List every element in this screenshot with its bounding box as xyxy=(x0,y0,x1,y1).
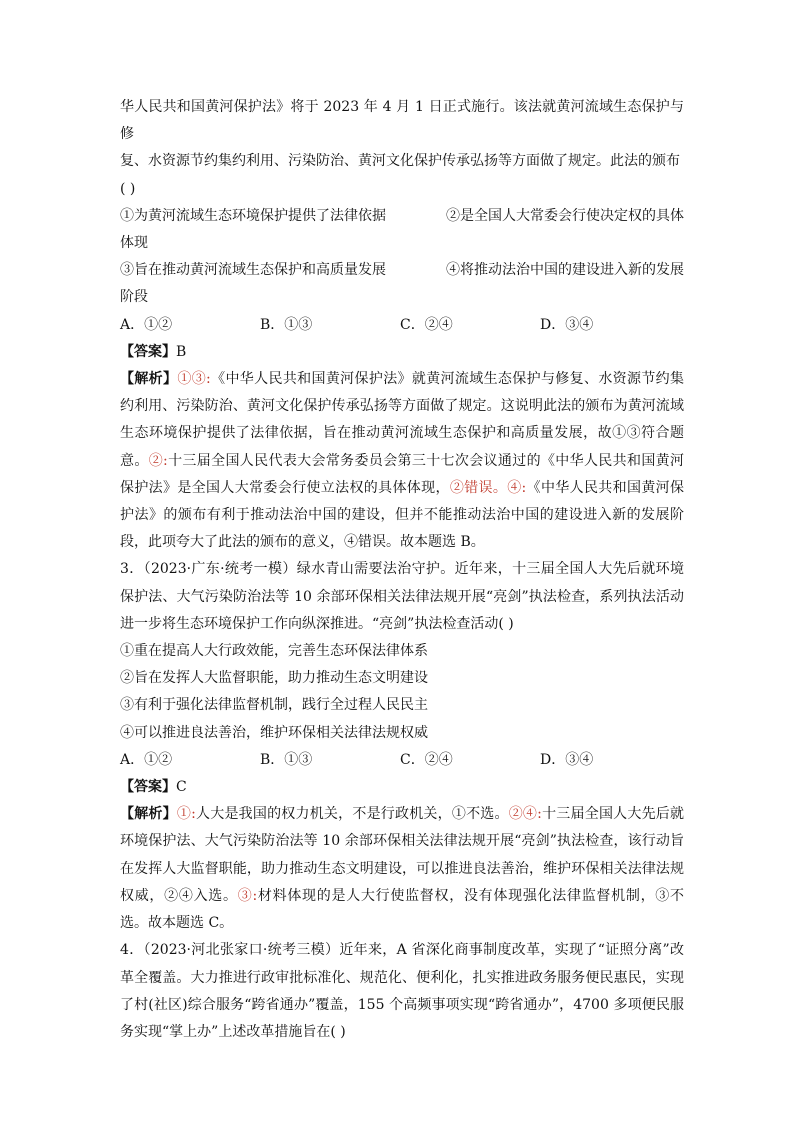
q3-choice-b: B．①③ xyxy=(260,751,313,768)
q2-stem-line1: 华人民共和国黄河保护法》将于 2023 年 4 月 1 日正式施行。该法就黄河流域生态保护与修 xyxy=(120,99,684,143)
q2-stem-line3: ( ) xyxy=(120,180,136,197)
q2-choice-c: C．②④ xyxy=(400,316,453,333)
q3-option-3: ③有利于强化法律监督机制，践行全过程人民民主 xyxy=(120,697,428,714)
q2-analysis-text-2: 十三届全国人民代表大会常务委员会第三十七次会议通过的《中华人民共和国黄河保护法》是全国人大常委会行使立法权的具体体现， xyxy=(120,452,685,496)
q3-analysis-text-1: 人大是我国的权力机关，不是行政机关，①不选。 xyxy=(195,806,509,823)
q3-analysis-text-3: 材料体现的是人大行使监督权，没有体现强化法律监督机制，③不选。故本题选 C。 xyxy=(120,887,685,932)
q2-option-2-cont: 体现 xyxy=(120,235,148,252)
q2-option-3: ③旨在推动黄河流域生态保护和高质量发展 xyxy=(120,262,386,279)
q2-analysis-text-3: 《中华人民共和国黄河保护法》的颁布有利于推动法治中国的建设，但并不能推动法治中国的建设进入新的发展阶段，此项夸大了此法的颁布的意义，④错误。故本题选 B。 xyxy=(120,479,685,551)
q3-answer-label: 【答案】 xyxy=(120,779,176,796)
q2-choice-b: B．①③ xyxy=(260,316,313,333)
q2-choice-a: A．①② xyxy=(120,316,173,333)
q2-analysis xyxy=(120,366,684,556)
q3-answer-value: C xyxy=(176,779,187,796)
q3-analysis xyxy=(120,801,684,937)
q2-answer-label: 【答案】 xyxy=(120,343,176,360)
q2-option-4: ④将推动法治中国的建设进入新的发展 xyxy=(446,262,684,279)
q3-option-1: ①重在提高人大行政效能，完善生态环保法律体系 xyxy=(120,643,428,660)
q2-analysis-mark-1: ①③: xyxy=(177,371,211,388)
q3-analysis-label: 【解析】 xyxy=(120,806,177,823)
q3-analysis-mark-3: ③: xyxy=(237,887,258,904)
q2-option-4-cont: 阶段 xyxy=(120,289,148,306)
q3-choice-a: A．①② xyxy=(120,751,173,768)
q2-choices xyxy=(120,312,684,339)
q3-analysis-mark-2: ②④: xyxy=(508,806,542,823)
q3-stem: 3．（2023·广东·统考一模）绿水青山需要法治守护。近年来，十三届全国人大先后就环境保护法、大气污染防治法等 10 余部环保相关法律法规开展“亮剑”执法检查，系列执法活动进一步将生态环境保护工作向纵深推进。“亮剑”执法检查活动( ) xyxy=(120,561,684,632)
q3-choices xyxy=(120,747,684,774)
q3-analysis-mark-1: ①: xyxy=(176,806,196,823)
q4-stem: 4．（2023·河北张家口·统考三模）近年来，A 省深化商事制度改革，实现了“证照分离”改革全覆盖。大力推进行政审批标准化、规范化、便利化，扎实推进政务服务便民惠民，实现了村(社区)综合服务“跨省通办”覆盖，155 个高频事项实现“跨省通办”，4700 多项便民服务实现“掌上办”上述改革措施旨在( ) xyxy=(120,942,684,1040)
q2-option-row-1 xyxy=(120,203,684,230)
q2-stem-line2: 复、水资源节约集约利用、污染防治、黄河文化保护传承弘扬等方面做了规定。此法的颁布 xyxy=(120,153,680,170)
q2-analysis-mark-2: ②: xyxy=(148,452,168,469)
q2-analysis-label: 【解析】 xyxy=(120,371,178,388)
q2-analysis-text-1: 《中华人民共和国黄河保护法》就黄河流域生态保护与修复、水资源节约集约利用、污染防治、黄河文化保护传承弘扬等方面做了规定。这说明此法的颁布为黄河流域生态环境保护提供了法律依据，旨在推动黄河流域生态保护和高质量发展，故①③符合题意。 xyxy=(120,371,685,469)
q3-option-4: ④可以推进良法善治，维护环保相关法律法规权威 xyxy=(120,724,428,741)
q3-choice-d: D．③④ xyxy=(540,751,594,768)
q3-option-2: ②旨在发挥人大监督职能，助力推动生态文明建设 xyxy=(120,670,428,687)
q3-answer xyxy=(120,774,684,801)
q2-answer xyxy=(120,339,684,366)
q2-analysis-mark-3: ②错误。④: xyxy=(449,479,527,496)
q2-option-row-2 xyxy=(120,257,684,284)
q2-option-1: ①为黄河流域生态环境保护提供了法律依据 xyxy=(120,207,386,224)
q3-analysis-text-2: 十三届全国人大先后就环境保护法、大气污染防治法等 10 余部环保相关法律法规开展“亮剑”执法检查，该行动旨在发挥人大监督职能，助力推动生态文明建设，可以推进良法善治，维护环保相关法律法规权威，②④入选。 xyxy=(120,806,685,904)
q2-option-2: ②是全国人大常委会行使决定权的具体 xyxy=(446,207,684,224)
q3-choice-c: C．②④ xyxy=(400,751,453,768)
q2-answer-value: B xyxy=(176,343,187,360)
q2-choice-d: D．③④ xyxy=(540,316,594,333)
